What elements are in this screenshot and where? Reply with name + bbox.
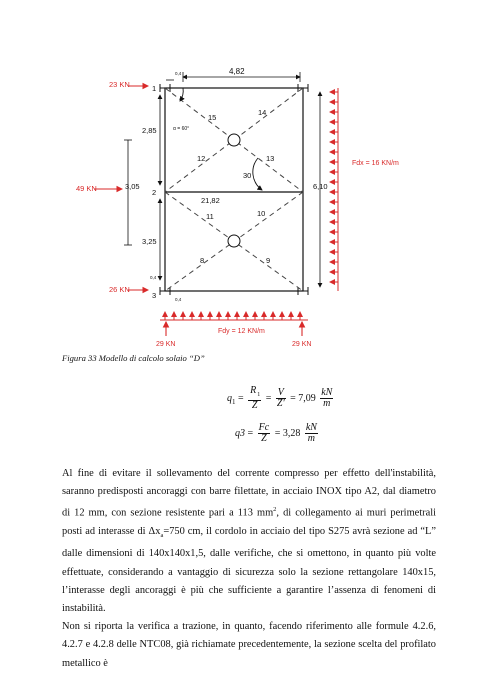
eq2-unit xyxy=(305,423,318,444)
node-3-label: 3 xyxy=(152,291,157,300)
p1-part-b: , di collegamento ai muri perimetrali posti ad interasse di Δx xyxy=(62,507,436,538)
reaction-left-label: 29 KN xyxy=(156,341,176,348)
angle30-label: 30 xyxy=(243,171,252,180)
member-8-label: 8 xyxy=(200,256,205,265)
paragraph-anchorage xyxy=(62,465,436,618)
angle30-arc xyxy=(253,158,262,190)
p1-part-c: =750 cm, il cordolo in acciaio del tipo S275 avrà sezione ad “L” dalle dimensioni di 140x140x1,5, dalle verifiche, che si omettono, in quanto più volte effettuate, considerando a vantaggio di sicurezza solo la sezione rettangolare 140x15, l’interasse degli ancoraggi è più che sufficiente a garantire l’assenza di fenomeni di instabilità. xyxy=(62,526,437,614)
hinge-bottom xyxy=(228,235,240,247)
member-11-label: 11 xyxy=(206,212,214,221)
eq1-frac-r xyxy=(248,386,261,411)
eq2-lhs: q3 xyxy=(235,427,245,439)
p1-sup: 2 xyxy=(273,506,277,514)
eq2-value: 3,28 xyxy=(282,427,301,439)
width-label: 4,82 xyxy=(229,67,245,76)
left-loads xyxy=(94,86,148,290)
node-2-label: 2 xyxy=(152,188,157,197)
node-1-label: 1 xyxy=(152,84,157,93)
p1-sub: a xyxy=(160,532,164,540)
eq1-lhs-sub: 1 xyxy=(232,397,236,406)
small-bottom-label: 0,4 xyxy=(175,297,182,302)
eq1-frac-v xyxy=(276,388,286,409)
load-26kn-label: 26 KN xyxy=(109,285,130,294)
eq1-r-num: R xyxy=(250,385,257,396)
diag-length-label: 21,82 xyxy=(201,196,220,205)
equation-q1: $q_1$ = $\frac{R_1}{Z}$ = $\frac{V}{Z'}$ = 7,09 $\frac{kN}{m}$ xyxy=(227,385,333,411)
distributed-load-bottom xyxy=(160,312,308,320)
eq1-unit-num: kN xyxy=(321,387,333,398)
load-23kn-label: 23 KN xyxy=(109,80,130,89)
member-13-label: 13 xyxy=(266,154,275,163)
eq1-lhs: q xyxy=(227,392,232,404)
hinge-top xyxy=(228,134,240,146)
body-text xyxy=(62,465,436,673)
frame xyxy=(165,88,303,291)
eq2-den: Z xyxy=(261,433,267,444)
equation-q3: q3 = $\frac{Fc}{Z}$ = 3,28 $\frac{kN}{m}$ xyxy=(235,422,317,444)
member-10-label: 10 xyxy=(257,209,266,218)
corner-plates xyxy=(160,84,308,295)
eq1-unit-den: m xyxy=(323,398,331,409)
small-top-label: 0,4 xyxy=(175,71,182,76)
fdy-label: Fdy = 12 KN/m xyxy=(218,328,265,335)
alpha-label: α = 60° xyxy=(173,126,190,132)
eq2-unit-den: m xyxy=(307,433,315,444)
p1-part-a: Al fine di evitare il sollevamento del corrente compresso per effetto dell'instabilità, saranno predisposti ancoraggi con barre filettate, in acciaio INOX tipo A2, dal diametro di 12 mm, con sezione resistente pari a 113 mm xyxy=(62,468,436,519)
fdx-label: Fdx = 16 KN/m xyxy=(352,160,399,167)
eq1-r-sub: 1 xyxy=(257,392,261,398)
member-12-label: 12 xyxy=(197,154,206,163)
height-label: 6,10 xyxy=(313,182,328,191)
eq2-num: Fc xyxy=(258,422,270,433)
member-9-label: 9 xyxy=(266,256,271,265)
paragraph-traction: Non si riporta la verifica a trazione, in quanto, facendo riferimento alle formule 4.2.6, 4.2.7 e 4.2.8 delle NTC08, già richiamate precedentemente, la sezione scelta del profilato metallico è xyxy=(62,621,436,669)
eq2-unit-num: kN xyxy=(305,422,317,433)
figure-caption: Figura 33 Modello di calcolo solaio “D” xyxy=(62,353,205,363)
seg-top-label: 2,85 xyxy=(142,126,157,135)
diagonals xyxy=(165,88,303,291)
distributed-load-right xyxy=(330,88,338,291)
member-14-label: 14 xyxy=(258,108,267,117)
seg-mid-label: 3,05 xyxy=(125,182,140,191)
eq1-r-den: Z xyxy=(251,400,258,411)
reaction-right-label: 29 KN xyxy=(292,341,312,348)
eq1-v-den: Z' xyxy=(276,398,285,409)
load-49kn-label: 49 KN xyxy=(76,184,97,193)
seg-bottom-label: 3,25 xyxy=(142,237,157,246)
eq2-frac xyxy=(258,423,271,444)
eq1-value: 7,09 xyxy=(298,392,316,404)
small-left-bottom-label: 0,4 xyxy=(150,275,157,280)
eq1-unit xyxy=(320,388,333,409)
eq1-v-num: V xyxy=(277,387,284,398)
member-15-label: 15 xyxy=(208,113,217,122)
